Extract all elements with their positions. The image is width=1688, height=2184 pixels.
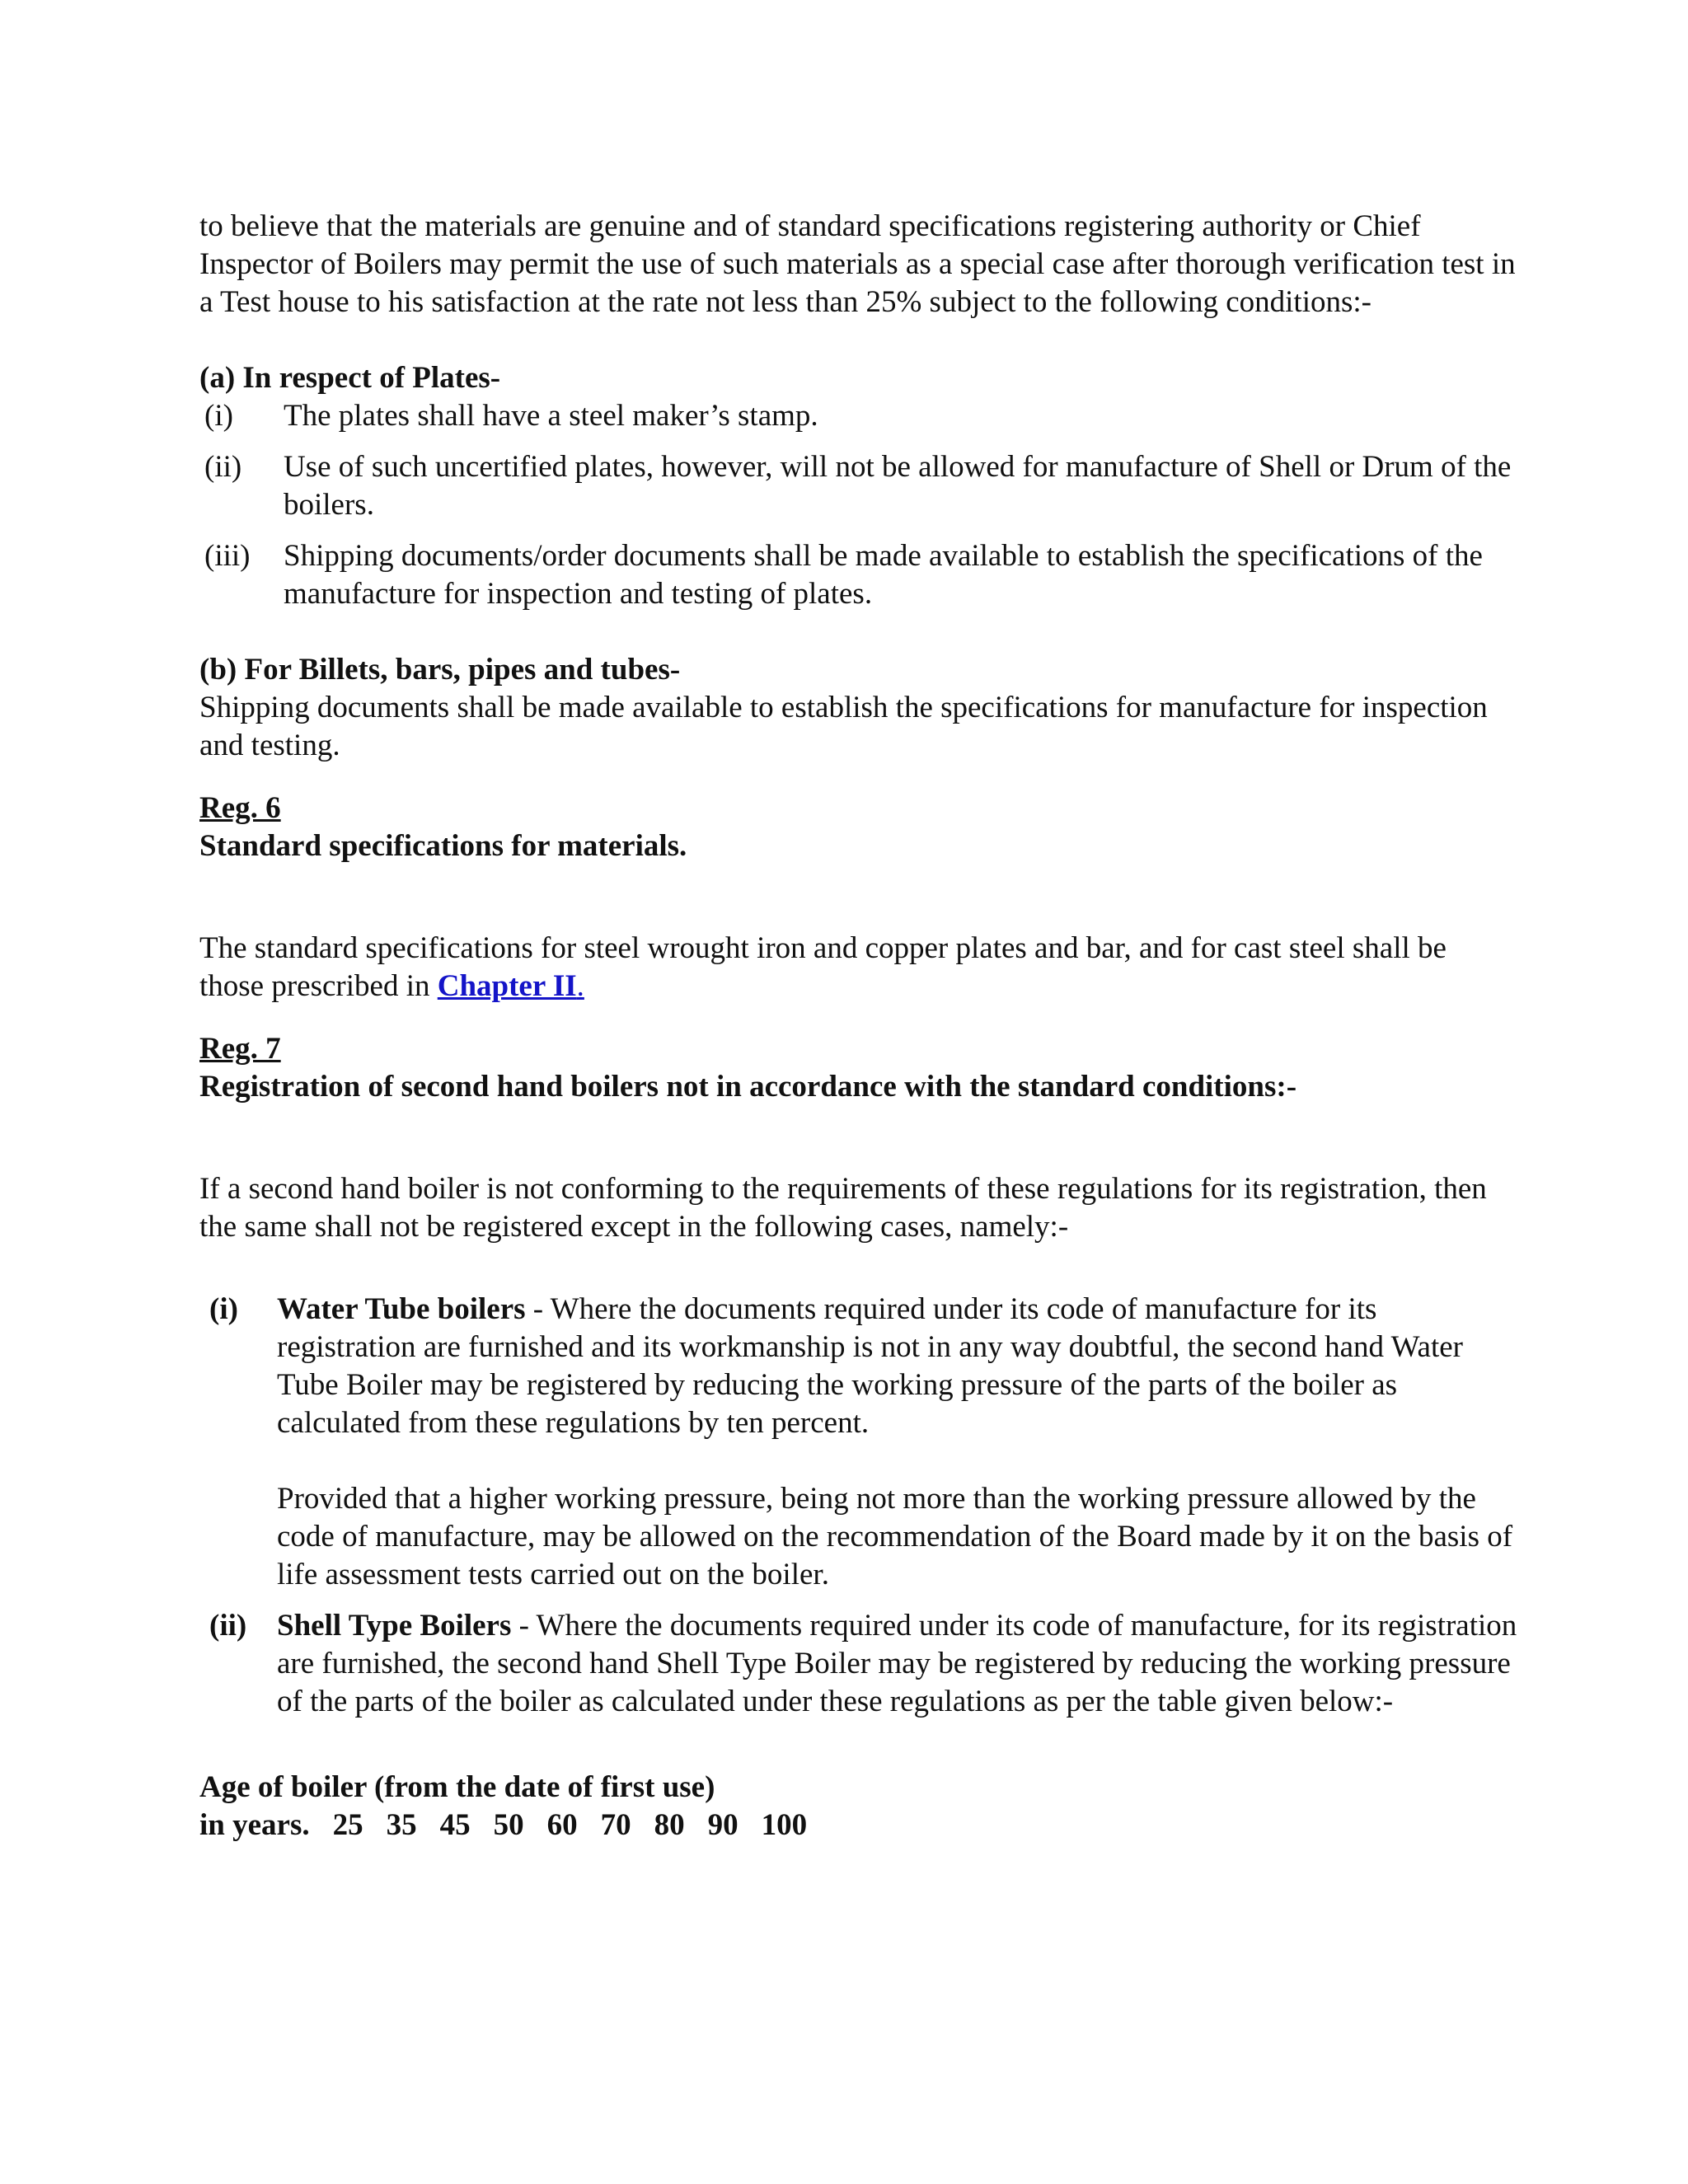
section-b-text: Shipping documents shall be made available to establish the specifications for manufacture for inspection and testing. [199, 691, 1488, 762]
list-item [199, 537, 1518, 613]
list-item [199, 397, 1518, 435]
age-value: 25 [332, 1808, 363, 1842]
case-term: Shell Type Boilers [277, 1609, 512, 1643]
list-item-number: (ii) [209, 1609, 247, 1643]
list-item-text [277, 1607, 1518, 1721]
age-value: 50 [493, 1808, 524, 1842]
list-item-number: (i) [204, 399, 233, 433]
list-item [199, 1291, 1518, 1594]
list-item-number: (ii) [204, 450, 242, 484]
list-item-text [277, 1291, 1518, 1594]
list-item-text: Shipping documents/order documents shall be made available to establish the specifications of the manufacture for inspection and testing of plates. [284, 539, 1483, 611]
reg7-intro: If a second hand boiler is not conforming to the requirements of these regulations for its registration, then the same shall not be registered except in the following cases, namely:- [199, 1172, 1487, 1244]
reg7-title: Registration of second hand boilers not in accordance with the standard conditions:- [199, 1070, 1297, 1104]
list-item-text: The plates shall have a steel maker’s stamp. [284, 399, 818, 433]
reg6-title: Standard specifications for materials. [199, 829, 687, 863]
intro-paragraph: to believe that the materials are genuine and of standard specifications registering authority or Chief Inspector of Boilers may permit the use of such materials as a special case after thorough verification test in a Test house to his satisfaction at the rate not less than 25% subject to the following conditions:- [199, 209, 1516, 319]
age-value: 80 [654, 1808, 685, 1842]
list-item-number: (iii) [204, 539, 251, 573]
case-text: - Where the documents required under its code of manufacture for its registration are furnished and its workmanship is not in any way doubtful, the second hand Water Tube Boiler may be registered by reducing the working pressure of the parts of the boiler as calculated from these regulations by ten percent. [277, 1292, 1464, 1440]
list-item-number: (i) [209, 1292, 238, 1326]
reg7-number: Reg. 7 [199, 1032, 281, 1066]
reg6-text [199, 930, 1518, 1005]
case-term: Water Tube boilers [277, 1292, 526, 1326]
section-b-heading: (b) For Billets, bars, pipes and tubes- [199, 653, 681, 687]
list-item [199, 1607, 1518, 1721]
age-value: 90 [707, 1808, 738, 1842]
list-item [199, 448, 1518, 524]
age-value: 60 [546, 1808, 578, 1842]
reg6-text-after-link: . [576, 969, 584, 1003]
section-a-heading: (a) In respect of Plates- [199, 361, 501, 395]
list-item-text: Use of such uncertified plates, however, will not be allowed for manufacture of Shell or Drum of the boilers. [284, 450, 1512, 522]
age-table-heading: Age of boiler (from the date of first use) [199, 1770, 715, 1804]
age-table-row [199, 1807, 1518, 1844]
age-value: 35 [386, 1808, 417, 1842]
age-table-label: in years. [199, 1808, 310, 1842]
age-value: 100 [761, 1808, 808, 1842]
reg6-number: Reg. 6 [199, 791, 281, 825]
case-text: - Where the documents required under its code of manufacture, for its registration are furnished, the second hand Shell Type Boiler may be registered by reducing the working pressure of the parts of the boiler as calculated under these regulations as per the table given below:- [277, 1609, 1517, 1718]
document-page [199, 208, 1518, 1844]
case-proviso: Provided that a higher working pressure, being not more than the working pressure allowed by the code of manufacture, may be allowed on the recommendation of the Board made by it on the basis of life assessment tests carried out on the boiler. [277, 1482, 1513, 1591]
age-value: 45 [439, 1808, 471, 1842]
age-value: 70 [600, 1808, 631, 1842]
plate-conditions-list [199, 397, 1518, 613]
chapter-ii-link[interactable]: Chapter II [437, 969, 577, 1003]
reg6-text-before-link: The standard specifications for steel wrought iron and copper plates and bar, and for cast steel shall be those prescribed in [199, 931, 1447, 1003]
